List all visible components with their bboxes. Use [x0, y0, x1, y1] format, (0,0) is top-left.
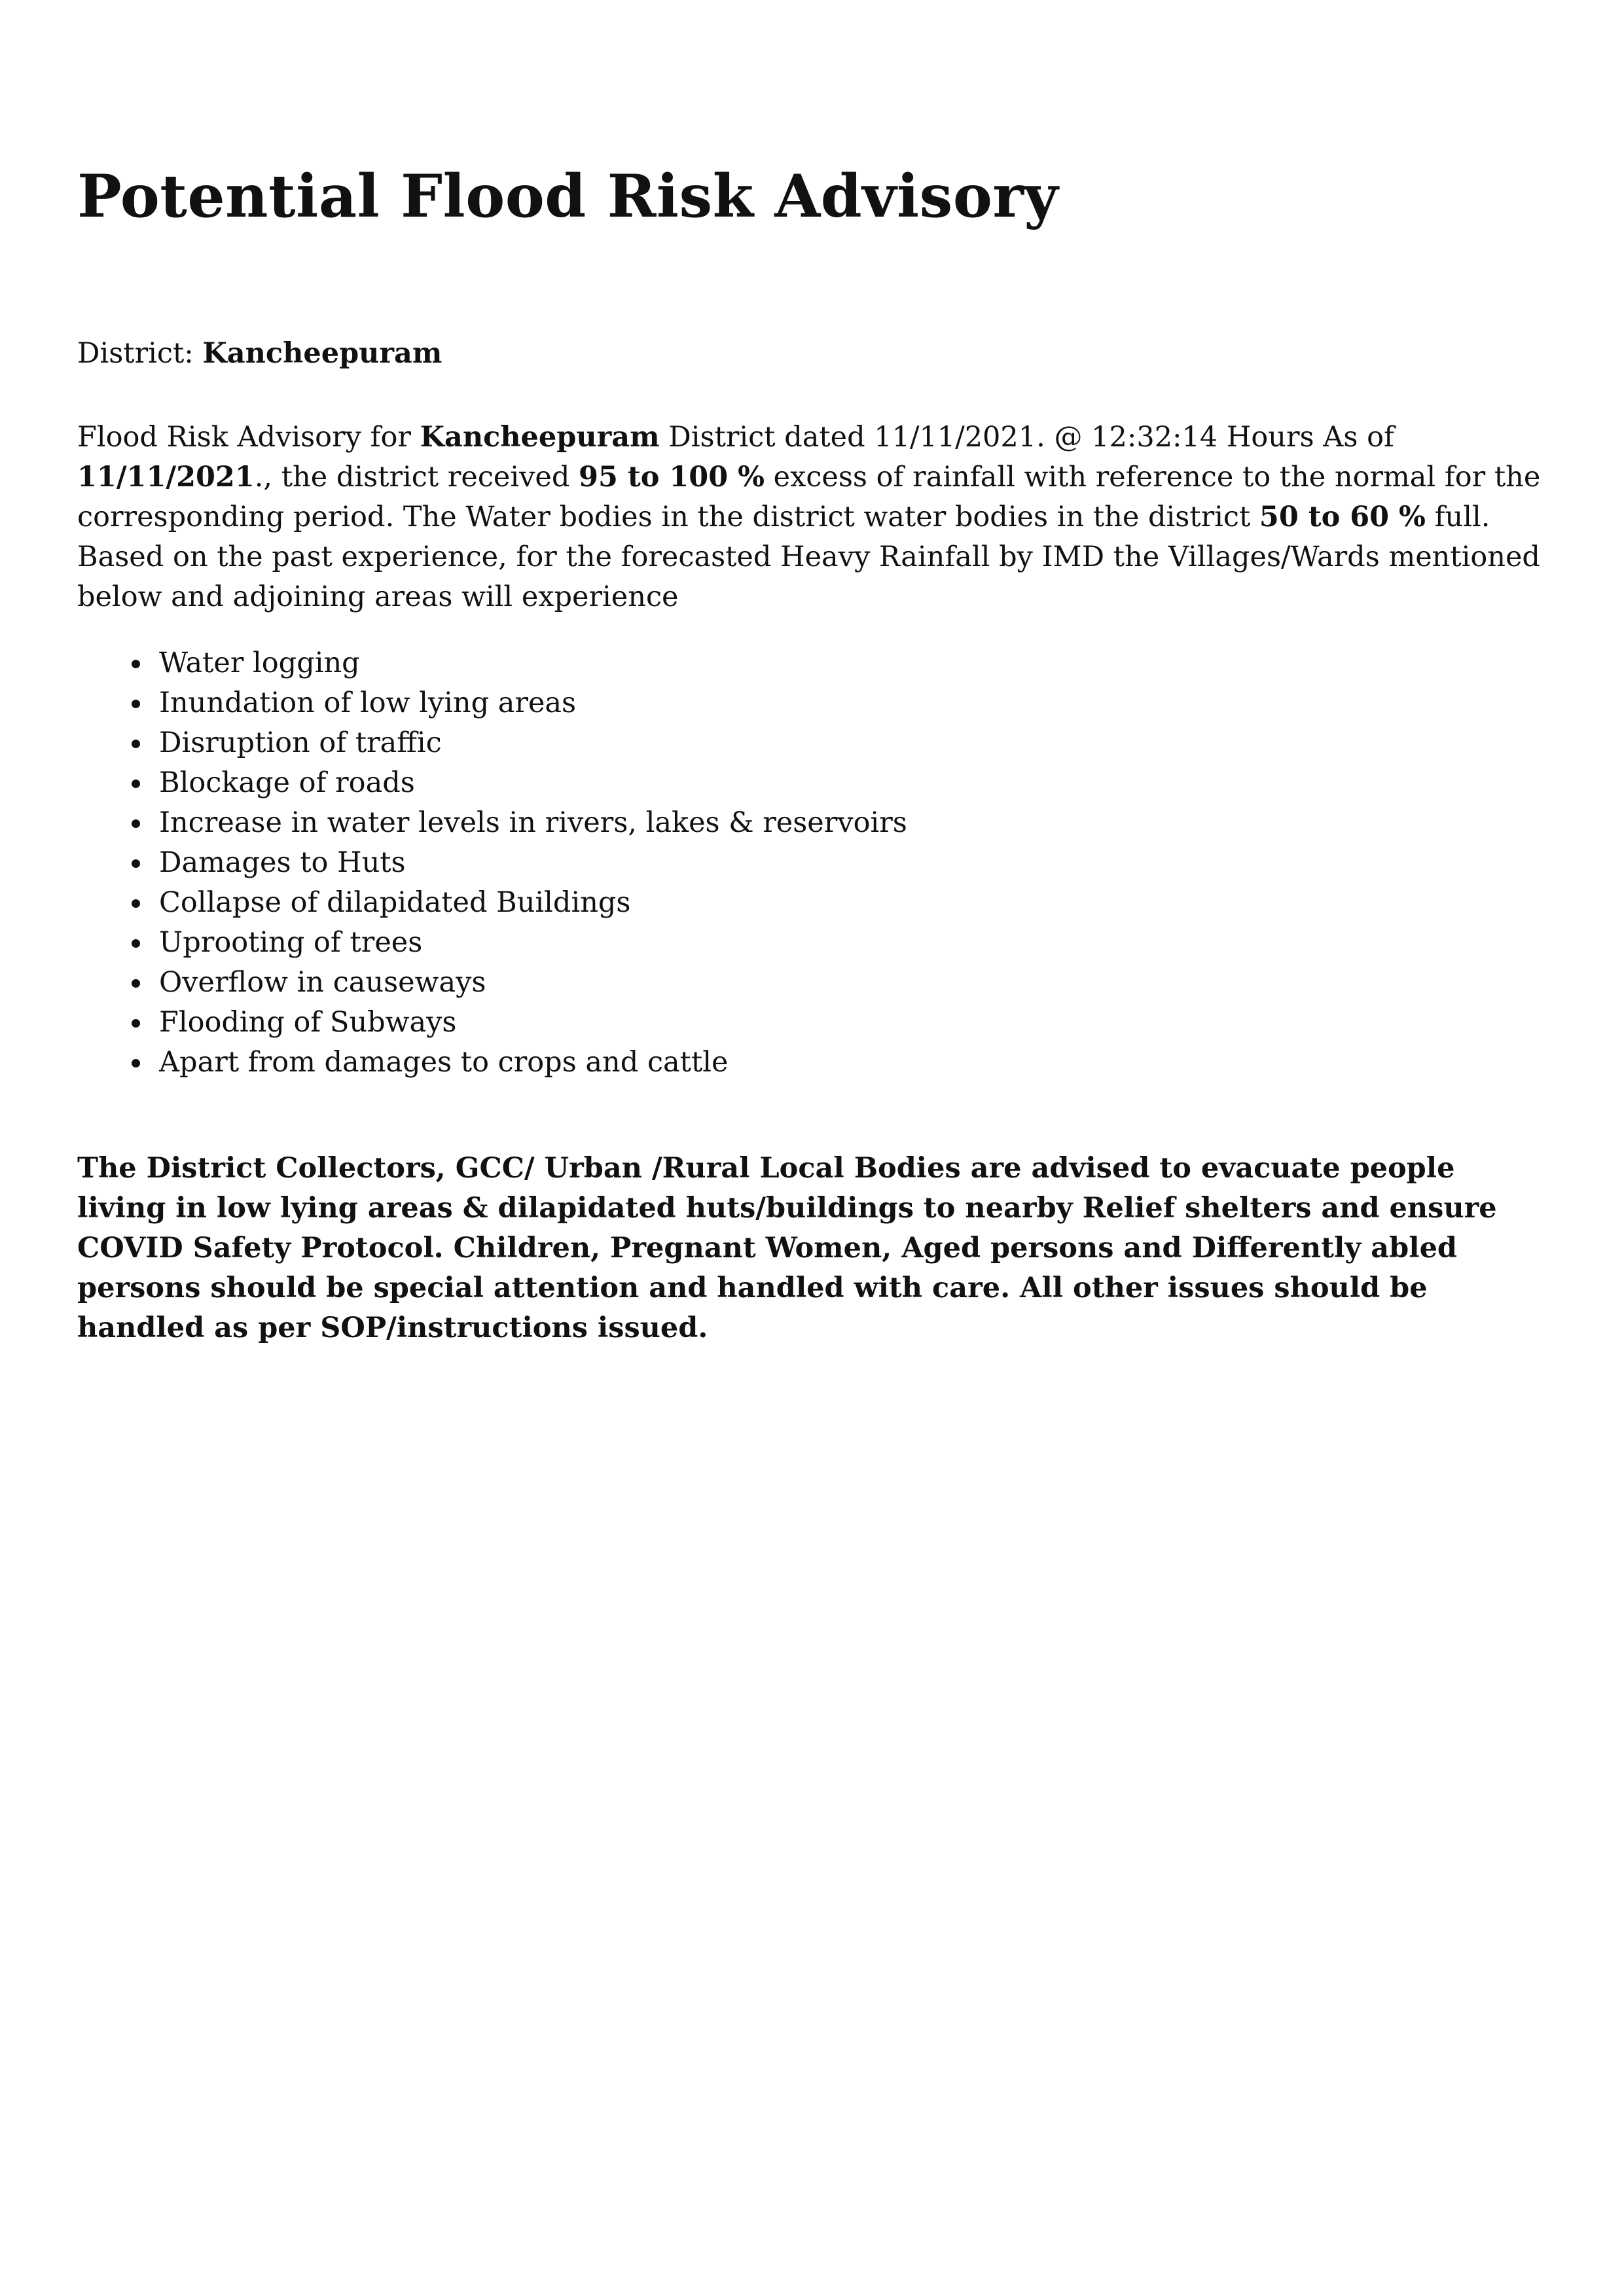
- list-item-text: Inundation of low lying areas: [159, 687, 577, 719]
- list-item: [159, 963, 907, 1003]
- list-item-text: Water logging: [159, 647, 360, 679]
- list-item: [159, 643, 907, 683]
- list-item: [159, 843, 907, 883]
- bullet-icon: [132, 780, 140, 788]
- advisory-text-3: ., the district received: [254, 461, 579, 493]
- advisory-as-of-date: 11/11/2021: [77, 461, 255, 493]
- advisory-district: Kancheepuram: [420, 421, 660, 454]
- rainfall-excess-value: 95 to 100 %: [579, 461, 765, 493]
- district-line: [77, 334, 442, 373]
- bullet-icon: [132, 700, 140, 708]
- list-item: [159, 723, 907, 763]
- list-item-text: Disruption of traffic: [159, 726, 442, 759]
- district-name: Kancheepuram: [202, 337, 442, 370]
- advisory-text-5: full. Based on the past experience, for the forecasted Heavy Rainfall by IMD the Villages/Wards mentioned below and adjoining areas will experience: [77, 501, 1540, 613]
- instruction-paragraph: The District Collectors, GCC/ Urban /Rural Local Bodies are advised to evacuate people living in low lying areas & dilapidated huts/buildings to nearby Relief shelters and ensure COVID Safety Protocol. Children, Pregnant Women, Aged persons and Differently abled persons should be special attention and handled with care. All other issues should be handled as per SOP/instructions issued.: [77, 1152, 1497, 1344]
- list-item-text: Collapse of dilapidated Buildings: [159, 886, 631, 919]
- advisory-text-4: excess of rainfall with reference to the normal for the corresponding period. The Water bodies in the district water bodies in the district: [77, 461, 1541, 533]
- page-title: Potential Flood Risk Advisory: [77, 162, 1059, 231]
- bullet-icon: [132, 899, 140, 908]
- list-item: [159, 803, 907, 843]
- bullet-icon: [132, 740, 140, 748]
- list-item-text: Damages to Huts: [159, 846, 406, 879]
- list-item: [159, 923, 907, 963]
- list-item-text: Increase in water levels in rivers, lakes & reservoirs: [159, 806, 907, 839]
- district-label: District:: [77, 337, 203, 370]
- bullet-icon: [132, 819, 140, 828]
- list-item: [159, 1043, 907, 1083]
- bullet-icon: [132, 1019, 140, 1028]
- list-item: [159, 683, 907, 723]
- advisory-text-1: Flood Risk Advisory for: [77, 421, 420, 454]
- bullet-icon: [132, 939, 140, 948]
- list-item: [159, 883, 907, 923]
- advisory-paragraph: [77, 418, 1550, 617]
- bullet-icon: [132, 660, 140, 668]
- list-item-text: Overflow in causeways: [159, 966, 486, 999]
- impact-list: [159, 643, 907, 1083]
- list-item: [159, 763, 907, 803]
- list-item: [159, 1003, 907, 1043]
- bullet-icon: [132, 979, 140, 988]
- list-item-text: Flooding of Subways: [159, 1006, 457, 1039]
- bullet-icon: [132, 859, 140, 868]
- list-item-text: Blockage of roads: [159, 766, 415, 799]
- bullet-icon: [132, 1059, 140, 1067]
- water-bodies-full-value: 50 to 60 %: [1259, 501, 1426, 533]
- advisory-text-2: District dated 11/11/2021. @ 12:32:14 Hours As of: [659, 421, 1394, 454]
- list-item-text: Apart from damages to crops and cattle: [159, 1046, 729, 1079]
- list-item-text: Uprooting of trees: [159, 926, 423, 959]
